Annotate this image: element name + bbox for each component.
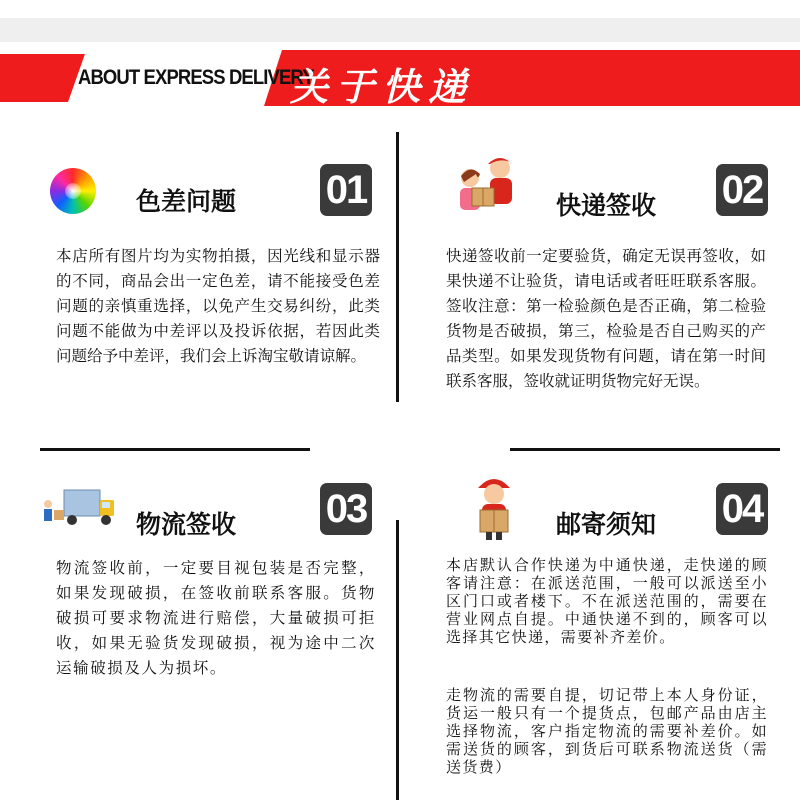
banner-title-en: ABOUT EXPRESS DELIVERY (78, 66, 314, 89)
banner-title-cn: 关于快递 (290, 64, 475, 109)
courier-delivery-icon (452, 152, 524, 224)
section-number-04: 04 (716, 483, 768, 535)
section-title-express-signing: 快递签收 (556, 191, 657, 220)
section-text-mailing-notice-logistics: 走物流的需要自提，切记带上本人身份证，货运一般只有一个提货点，包邮产品由店主选择物流，客户指定物流的需要补差价。如需送货的顾客，到货后可联系物流送货（需送货费） (446, 686, 768, 776)
top-strip (0, 18, 800, 42)
section-number-01: 01 (320, 164, 372, 216)
courier-box-icon (468, 470, 520, 542)
section-title-mailing-notice: 邮寄须知 (556, 510, 657, 539)
divider-vertical-top (396, 132, 399, 402)
section-title-color-difference: 色差问题 (136, 187, 237, 216)
section-number-03: 03 (320, 483, 372, 535)
section-text-color-difference: 本店所有图片均为实物拍摄，因光线和显示器的不同，商品会出一定色差，请不能接受色差问题的亲慎重选择，以免产生交易纠纷，此类问题不能做为中差评以及投诉依据，若因此类问题给予中差评，我们会上诉淘宝敬请谅解。 (56, 247, 380, 365)
banner (0, 46, 800, 110)
divider-vertical-bottom (396, 520, 399, 800)
divider-horizontal-left (40, 448, 310, 451)
delivery-truck-icon (40, 486, 116, 530)
section-number-02: 02 (716, 164, 768, 216)
section-text-mailing-notice: 本店默认合作快递为中通快递，走快递的顾客请注意：在派送范围，一般可以派送至小区门口或者楼下。不在派送范围的，需要在营业网点自提。中通快递不到的，顾客可以选择其它快递，需要补齐差价。 (446, 556, 768, 646)
color-wheel-icon (50, 168, 96, 214)
section-text-express-signing: 快递签收前一定要验货，确定无误再签收，如果快递不让验货，请电话或者旺旺联系客服。签收注意：第一检验颜色是否正确，第二检验货物是否破损，第三，检验是否自己购买的产品类型。如果发现货物有问题，请在第一时间联系客服，签收就证明货物完好无误。 (446, 247, 766, 390)
section-title-logistics-signing: 物流签收 (136, 510, 237, 539)
section-text-logistics-signing: 物流签收前，一定要目视包装是否完整，如果发现破损，在签收前联系客服。货物破损可要求物流进行赔偿，大量破损可拒收，如果无验货发现破损，视为途中二次运输破损及人为损坏。 (56, 559, 376, 677)
divider-horizontal-right (510, 448, 780, 451)
